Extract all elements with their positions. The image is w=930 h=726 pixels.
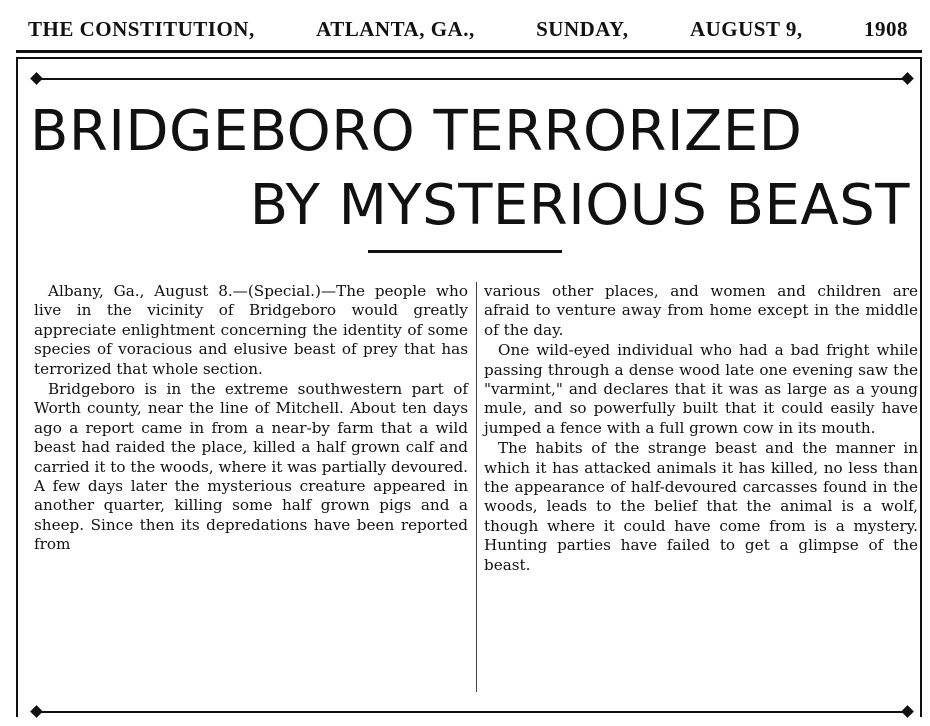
ornament-line <box>38 78 906 80</box>
article-paragraph: One wild-eyed individual who had a bad fright while passing through a dense wood late one evening saw the "varmint," and declares that it was as large as a young mule, and so powerfully built that it could easily have jumped a fence with a full grown cow in its mouth. <box>484 341 918 437</box>
frame-left-border <box>16 57 18 717</box>
ornament-line <box>38 711 906 713</box>
article-column-right <box>484 282 918 575</box>
diamond-icon <box>30 72 43 85</box>
diamond-icon <box>901 72 914 85</box>
article-paragraph: The habits of the strange beast and the manner in which it has attacked animals it has killed, no less than the appearance of half-devoured carcasses found in the woods, leads to the belief that the animal is a wolf, though where it could have come from is a mystery. Hunting parties have failed to get a glimpse of the beast. <box>484 439 918 574</box>
diamond-icon <box>901 705 914 718</box>
masthead-rule-thick <box>16 50 922 53</box>
column-divider <box>476 282 477 692</box>
masthead-date: AUGUST 9, <box>689 16 803 41</box>
headline-line-2: BY MYSTERIOUS BEAST <box>249 173 910 238</box>
article-column-left <box>34 282 468 555</box>
masthead-paper-name: THE CONSTITUTION, <box>28 16 255 41</box>
masthead-day: SUNDAY, <box>536 16 629 41</box>
diamond-icon <box>30 705 43 718</box>
headline-line-1: BRIDGEBORO TERRORIZED <box>30 99 803 164</box>
masthead <box>28 14 908 44</box>
frame-right-border <box>920 57 922 717</box>
article-paragraph: various other places, and women and children are afraid to venture away from home except in the middle of the day. <box>484 282 918 339</box>
masthead-year: 1908 <box>863 16 908 41</box>
headline-underline <box>368 250 562 253</box>
masthead-rule-thin <box>16 57 922 59</box>
bottom-ornament-rule <box>32 705 912 719</box>
article-paragraph: Bridgeboro is in the extreme southwestern part of Worth county, near the line of Mitchell. About ten days ago a report came in from a near-by farm that a wild beast had raided the place, killed a half grown calf and carried it to the woods, where it was partially devoured. A few days later the mysterious creature appeared in another quarter, killing some half grown pigs and a sheep. Since then its depredations have been reported from <box>34 380 468 554</box>
article-paragraph: Albany, Ga., August 8.—(Special.)—The people who live in the vicinity of Bridgeboro would greatly appreciate enlightment concerning the identity of some species of voracious and elusive beast of prey that has terrorized that whole section. <box>34 282 468 378</box>
masthead-city: ATLANTA, GA., <box>316 16 475 41</box>
top-ornament-rule <box>32 72 912 86</box>
